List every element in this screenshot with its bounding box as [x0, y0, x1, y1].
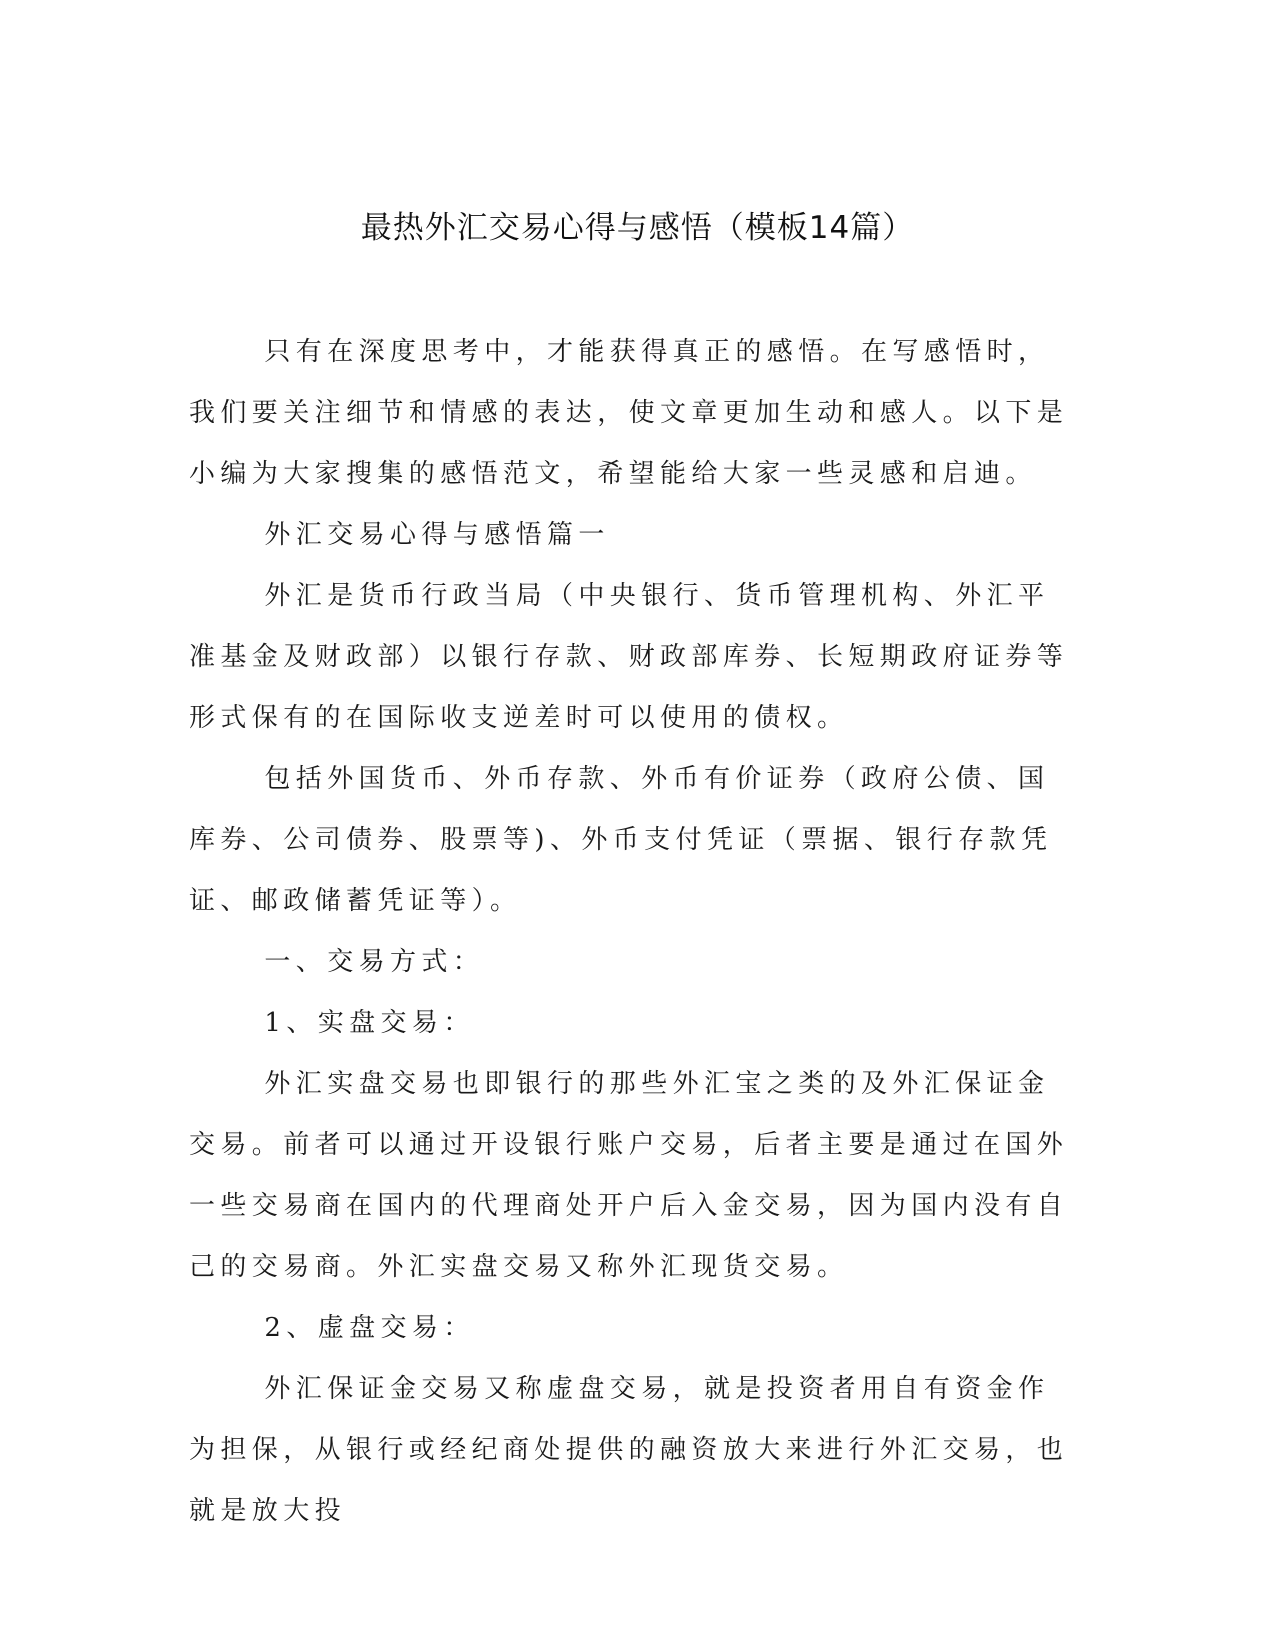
document-body [189, 322, 1069, 1542]
scope-paragraph: 包括外国货币、外币存款、外币有价证券（政府公债、国库券、公司债券、股票等)、外币支付凭证（票据、银行存款凭证、邮政储蓄凭证等）。 [189, 764, 1053, 916]
margin-trading-heading: 2、虚盘交易： [264, 1313, 475, 1343]
document-title: 最热外汇交易心得与感悟（模板14篇） [360, 210, 915, 246]
definition-paragraph: 外汇是货币行政当局（中央银行、货币管理机构、外汇平准基金及财政部）以银行存款、财政部库券、长短期政府证券等形式保有的在国际收支逆差时可以使用的债权。 [189, 581, 1069, 733]
spot-trading-heading: 1、实盘交易： [264, 1008, 475, 1038]
trading-methods-heading: 一、交易方式： [264, 947, 485, 977]
margin-trading-paragraph: 外汇保证金交易又称虚盘交易，就是投资者用自有资金作为担保，从银行或经纪商处提供的融资放大来进行外汇交易，也就是放大投 [189, 1374, 1069, 1526]
spot-trading-paragraph: 外汇实盘交易也即银行的那些外汇宝之类的及外汇保证金交易。前者可以通过开设银行账户交易，后者主要是通过在国外一些交易商在国内的代理商处开户后入金交易，因为国内没有自己的交易商。外汇实盘交易又称外汇现货交易。 [189, 1069, 1069, 1282]
intro-paragraph: 只有在深度思考中，才能获得真正的感悟。在写感悟时，我们要关注细节和情感的表达，使文章更加生动和感人。以下是小编为大家搜集的感悟范文，希望能给大家一些灵感和启迪。 [189, 337, 1069, 489]
section-heading: 外汇交易心得与感悟篇一 [264, 520, 610, 550]
